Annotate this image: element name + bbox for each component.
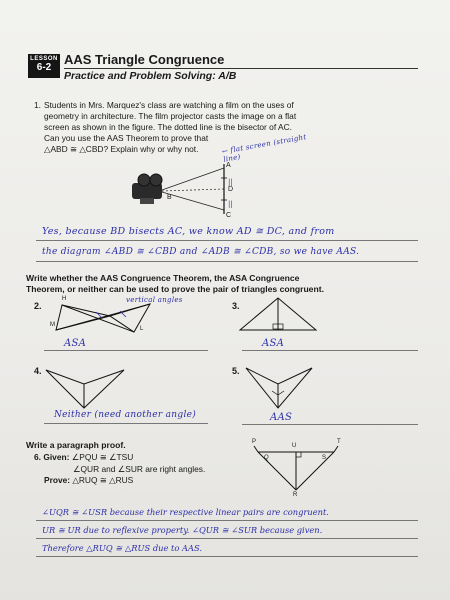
prove-label: Prove: xyxy=(44,475,71,485)
instruction-line: Theorem, or neither can be used to prove the pair of triangles congruent. xyxy=(26,284,324,294)
fig6-label-R: R xyxy=(293,492,298,498)
fig2-label-L: L xyxy=(140,326,144,332)
fig6-label-U: U xyxy=(292,443,297,449)
given-line-1: ∠PQU ≅ ∠TSU xyxy=(71,452,134,462)
label-C: C xyxy=(226,212,232,219)
page-subtitle: Practice and Problem Solving: A/B xyxy=(64,70,237,82)
fig6-label-S: S xyxy=(322,455,327,461)
question-1-line: screen as shown in the figure. The dotted line is the bisector of AC. xyxy=(44,122,292,132)
question-1-number: 1. xyxy=(34,100,41,110)
item-3-answer: ASA xyxy=(262,338,285,349)
fig6-label-Q: Q xyxy=(264,455,269,461)
answer-rule xyxy=(36,556,418,557)
proof-line-2: UR ≅ UR due to reflexive property. ∠QUR ≅ ∠SUR because given. xyxy=(42,525,323,535)
fig2-label-M: M xyxy=(50,322,55,328)
fig6-label-T: T xyxy=(337,439,341,445)
svg-text:||: || xyxy=(228,178,233,186)
page-title: AAS Triangle Congruence xyxy=(64,52,225,67)
screen-annotation: ← flat screen (straight line) xyxy=(221,133,307,164)
label-A: A xyxy=(226,162,231,169)
instruction-line: Write whether the AAS Congruence Theorem, the ASA Congruence xyxy=(26,273,300,283)
prove-text: △RUQ ≅ △RUS xyxy=(72,475,134,485)
given-label: Given: xyxy=(43,452,70,462)
item-2-number: 2. xyxy=(34,301,42,311)
answer-1-line-2: the diagram ∠ABD ≅ ∠CBD and ∠ADB ≅ ∠CDB, so we have AAS. xyxy=(42,247,360,257)
proof-line-3: Therefore △RUQ ≅ △RUS due to AAS. xyxy=(42,543,203,553)
lesson-number: 6-2 xyxy=(36,62,52,73)
proof-line-1: ∠UQR ≅ ∠USR because their respective linear pairs are congruent. xyxy=(42,507,329,517)
item-2-note: vertical angles xyxy=(126,296,183,304)
fig6-label-P: P xyxy=(252,439,257,445)
item-4-answer: Neither (need another angle) xyxy=(54,410,197,420)
answer-rule xyxy=(36,520,418,521)
answer-1-line-1: Yes, because BD bisects AC, we know AD ≅ DC, and from xyxy=(42,226,335,237)
lesson-label: LESSON xyxy=(30,56,58,62)
item-4-number: 4. xyxy=(34,366,42,376)
question-1-line: △ABD ≅ △CBD? Explain why or why not. xyxy=(44,144,199,154)
svg-text:||: || xyxy=(228,200,233,208)
item-5-answer: AAS xyxy=(270,412,293,423)
label-B: B xyxy=(167,194,172,201)
label-D: D xyxy=(228,186,234,193)
item-3-number: 3. xyxy=(232,301,240,311)
question-1-line: geometry in architecture. The film projector casts the image on a flat xyxy=(44,111,297,121)
question-1-line: Can you use the AAS Theorem to prove that xyxy=(44,133,209,143)
fig2-label-H: H xyxy=(62,296,67,302)
given-line-2: ∠QUR and ∠SUR are right angles. xyxy=(73,463,206,474)
section-3-heading: Write a paragraph proof. xyxy=(26,440,126,450)
item-5-number: 5. xyxy=(232,366,240,376)
item-2-answer: ASA xyxy=(64,338,87,349)
question-1-line: Students in Mrs. Marquez's class are watching a film on the uses of xyxy=(44,100,294,110)
proof-number: 6. xyxy=(34,452,41,462)
answer-rule xyxy=(36,538,418,539)
